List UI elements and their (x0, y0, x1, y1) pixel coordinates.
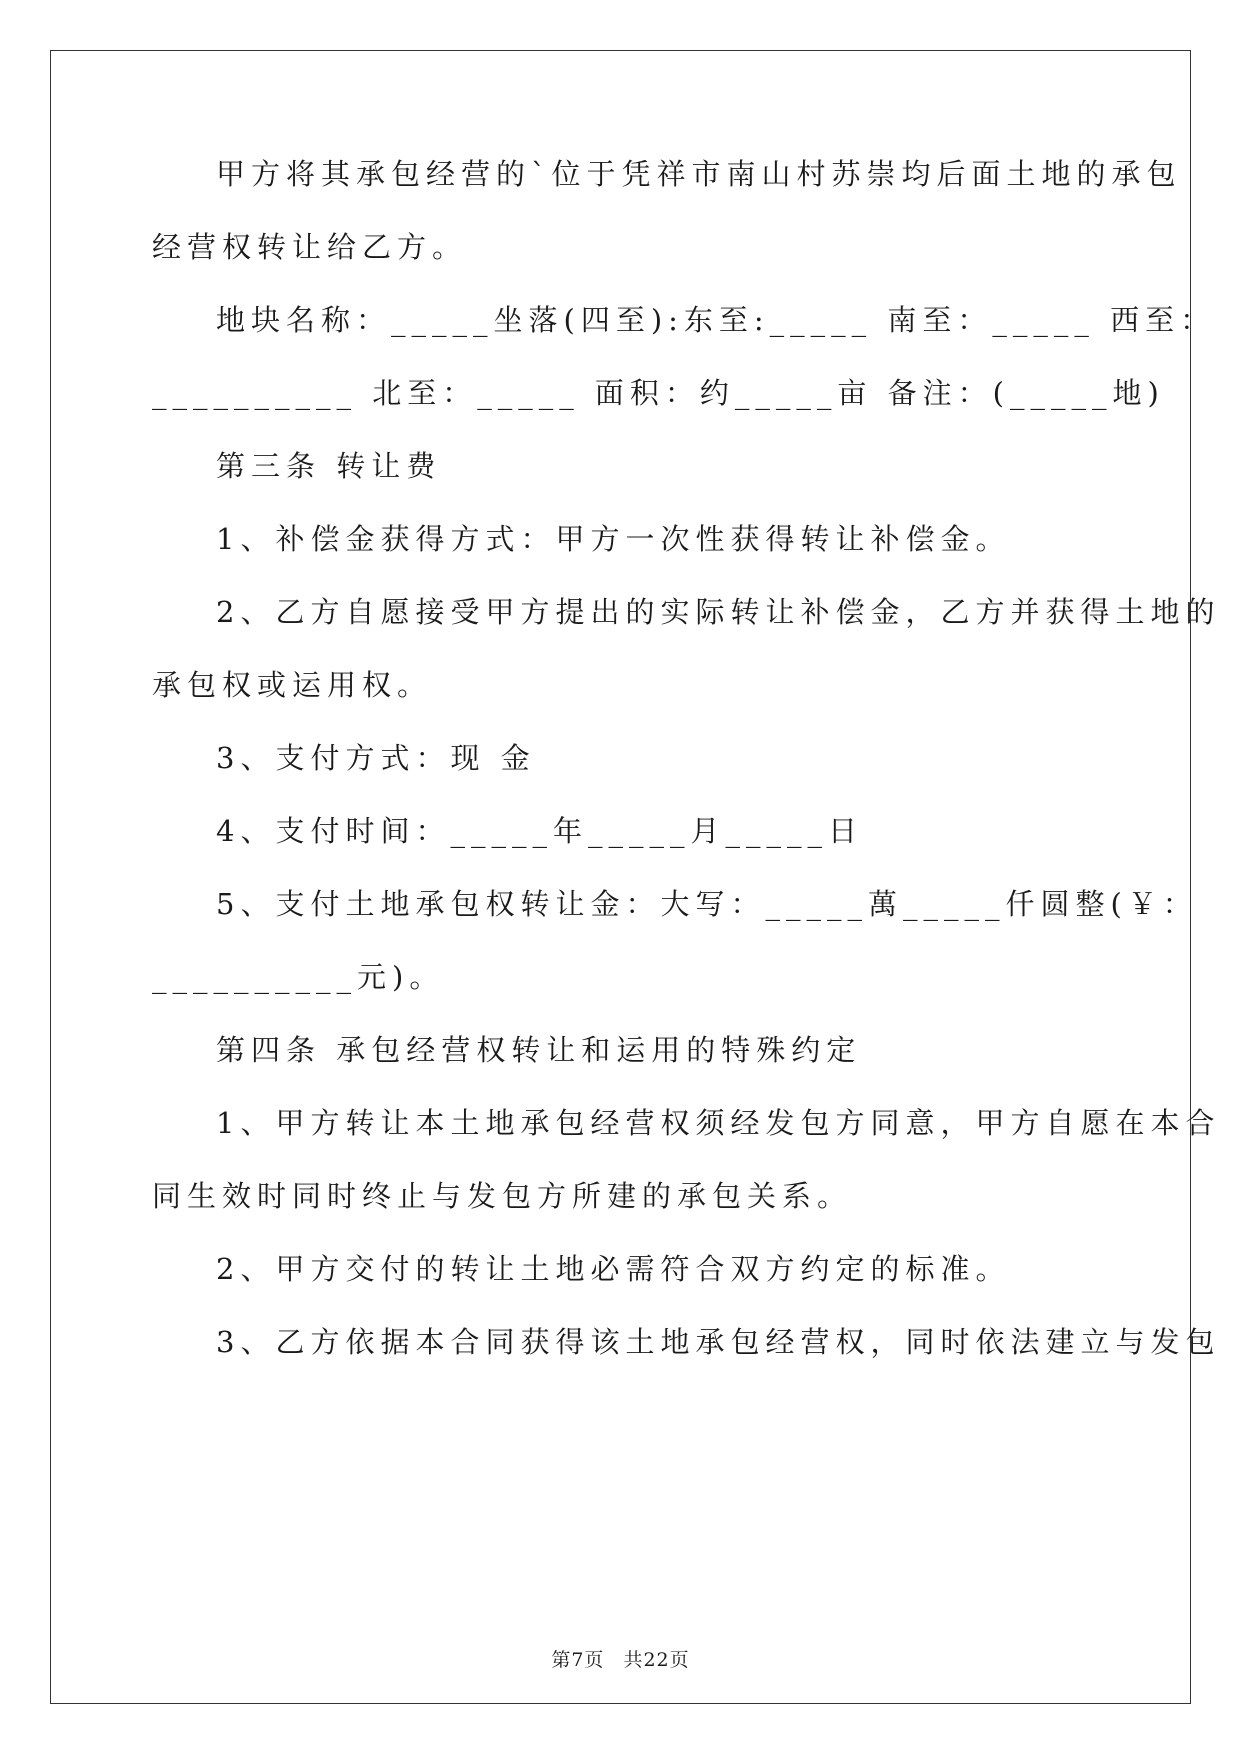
paragraph-line: 3、乙方依据本合同获得该土地承包经营权，同时依法建立与发包 (216, 1325, 1221, 1359)
section-heading: 第四条 承包经营权转让和运用的特殊约定 (216, 1033, 862, 1067)
page-total: 共22页 (623, 1649, 690, 1671)
page-number: 第7页 (551, 1649, 605, 1671)
paragraph-line: 5、支付土地承包权转让金：大写：_____萬_____仟圆整(￥： (216, 887, 1198, 921)
paragraph-line: 1、补偿金获得方式：甲方一次性获得转让补偿金。 (216, 522, 1011, 556)
page-border (50, 50, 1191, 1704)
paragraph-line: __________ 北至：_____ 面积：约_____亩 备注：(_____地) (152, 376, 1165, 410)
section-heading: 第三条 转让费 (216, 449, 442, 483)
paragraph-line: 3、支付方式：现 金 (216, 741, 536, 775)
paragraph-line: 同生效时同时终止与发包方所建的承包关系。 (152, 1179, 853, 1213)
paragraph-line: __________元)。 (152, 960, 445, 994)
paragraph-line: 2、乙方自愿接受甲方提出的实际转让补偿金，乙方并获得土地的 (216, 595, 1221, 629)
paragraph-line: 地块名称：_____坐落(四至):东至:_____ 南至：_____ 西至： (216, 303, 1216, 337)
paragraph-line: 经营权转让给乙方。 (152, 230, 468, 264)
paragraph-line: 2、甲方交付的转让土地必需符合双方约定的标准。 (216, 1252, 1011, 1286)
paragraph-line: 承包权或运用权。 (152, 668, 433, 702)
page-footer (0, 1645, 1241, 1672)
paragraph-line: 甲方将其承包经营的`位于凭祥市南山村苏崇均后面土地的承包 (216, 157, 1182, 191)
paragraph-line: 1、甲方转让本土地承包经营权须经发包方同意，甲方自愿在本合 (216, 1106, 1221, 1140)
paragraph-line: 4、支付时间：_____年_____月_____日 (216, 814, 863, 848)
